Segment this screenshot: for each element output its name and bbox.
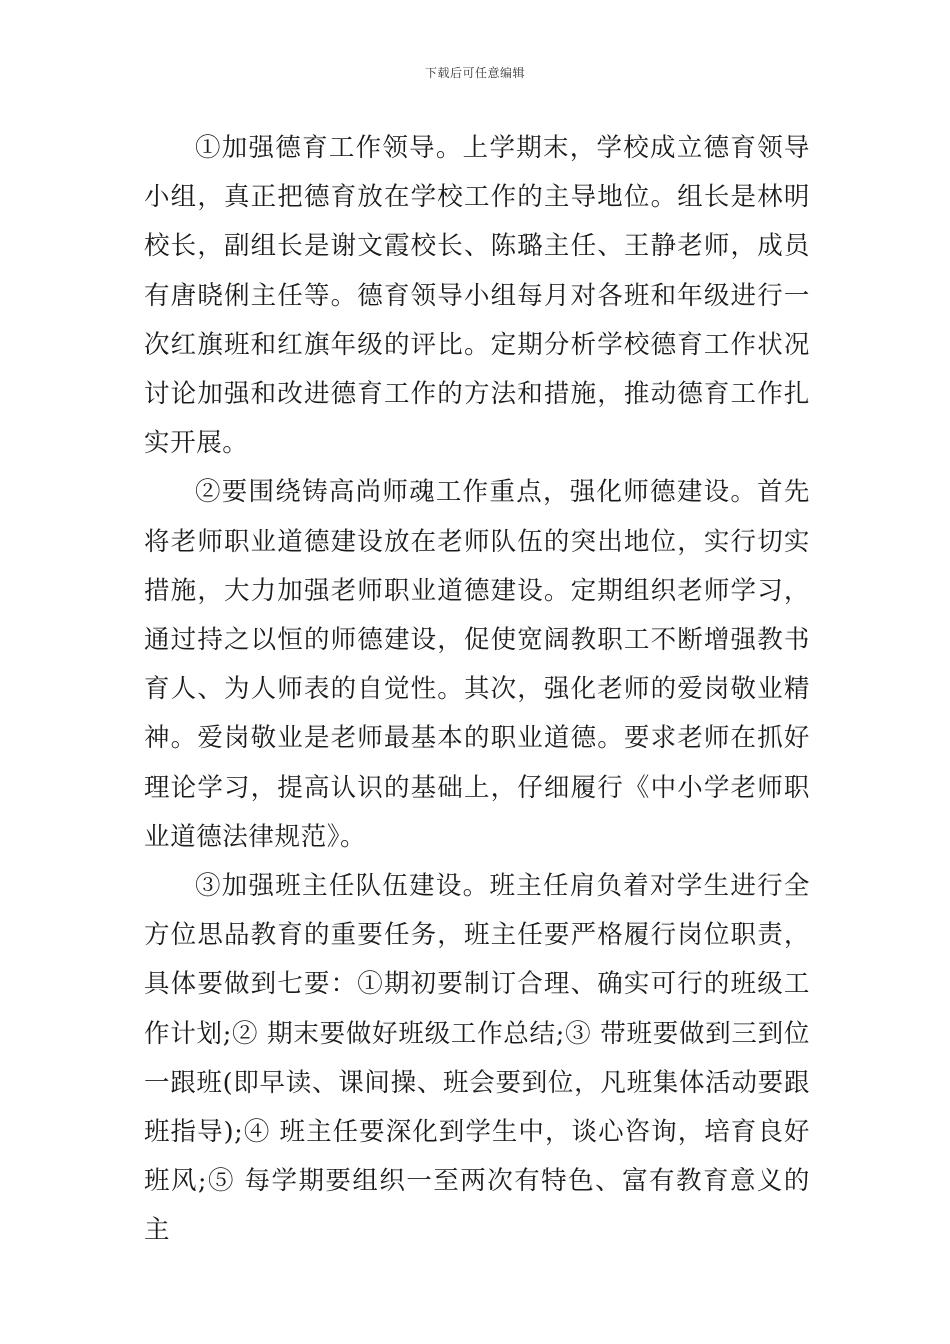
paragraph-class-teacher-team: ③加强班主任队伍建设。班主任肩负着对学生进行全方位思品教育的重要任务，班主任要严格履行岗位职责，具体要做到七要：①期初要制订合理、确实可行的班级工作计划;② 期末要做好班级工作总结;③ 带班要做到三到位一跟班(即早读、课间操、班会要到位，凡班集体活动要跟班指导);④ 班主任要深化到学生中，谈心咨询，培育良好班风;⑤ 每学期要组织一至两次有特色、富有教育意义的主 — [144, 871, 810, 1246]
document-body — [144, 124, 810, 1256]
page-header: 下载后可任意编辑 — [424, 66, 525, 80]
paragraph-teacher-ethics: ②要围绕铸高尚师魂工作重点，强化师德建设。首先将老师职业道德建设放在老师队伍的突出地位，实行切实措施，大力加强老师职业道德建设。定期组织老师学习，通过持之以恒的师德建设，促使宽阔教职工不断增强教书育人、为人师表的自觉性。其次，强化老师的爱岗敬业精神。爱岗敬业是老师最基本的职业道德。要求老师在抓好理论学习，提高认识的基础上，仔细履行《中小学老师职业道德法律规范》。 — [144, 477, 810, 852]
paragraph-moral-education-leadership: ①加强德育工作领导。上学期末，学校成立德育领导小组，真正把德育放在学校工作的主导地位。组长是林明校长，副组长是谢文霞校长、陈璐主任、王静老师，成员有唐晓俐主任等。德育领导小组每月对各班和年级进行一次红旗班和红旗年级的评比。定期分析学校德育工作状况讨论加强和改进德育工作的方法和措施，推动德育工作扎实开展。 — [144, 133, 810, 459]
